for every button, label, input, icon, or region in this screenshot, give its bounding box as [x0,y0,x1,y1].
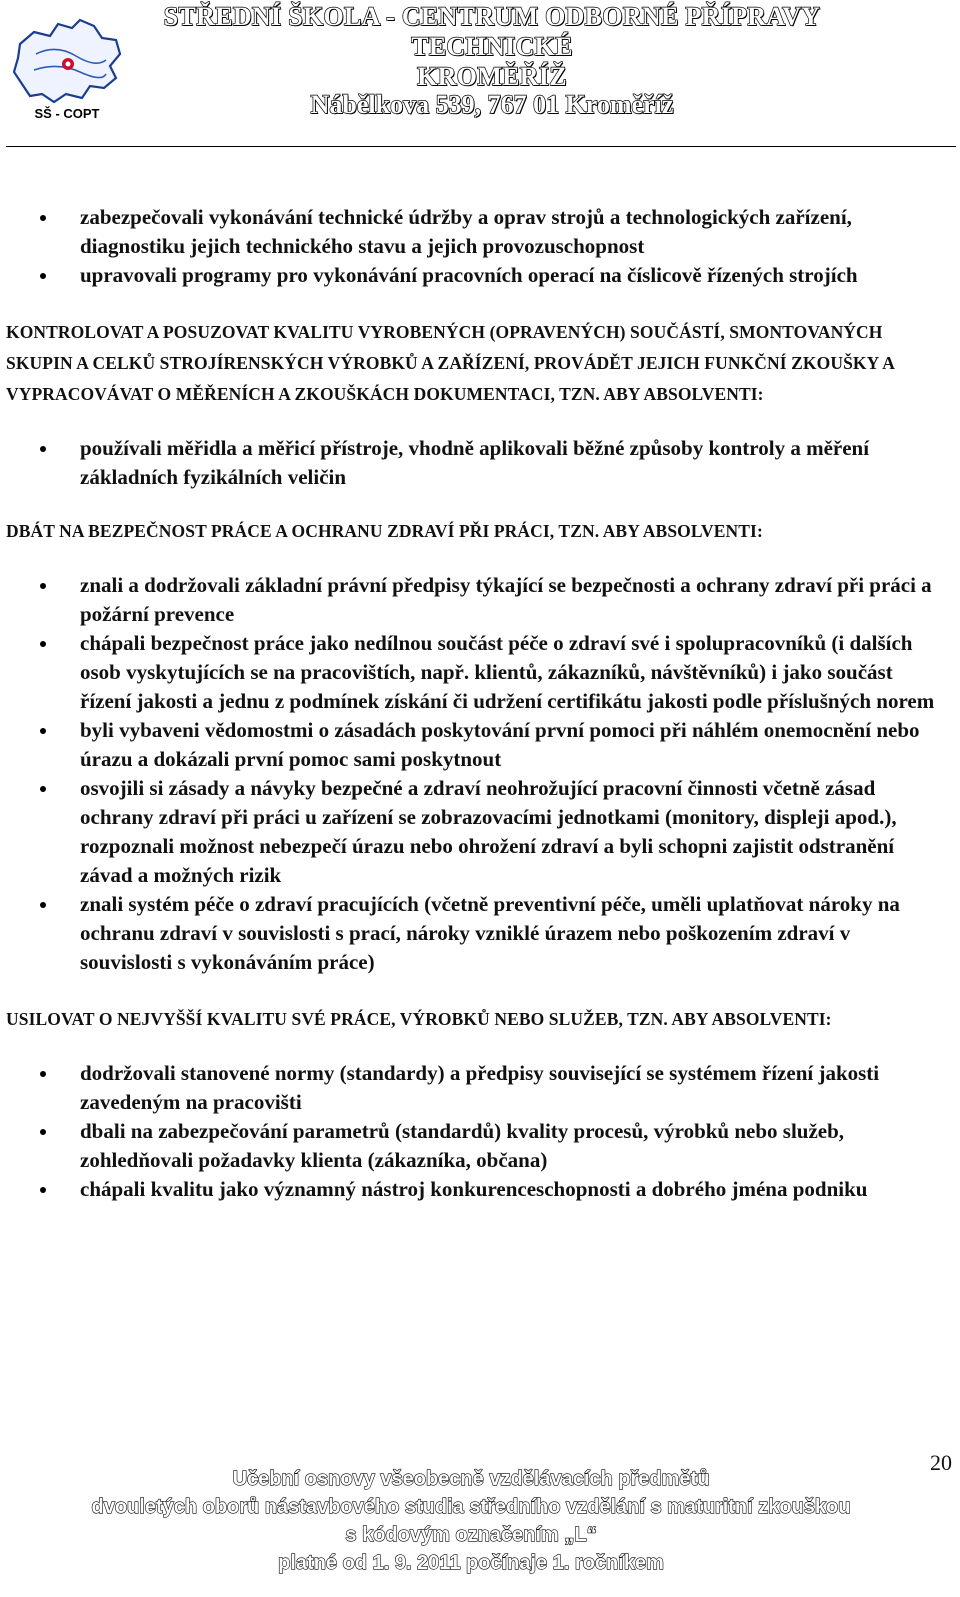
section4-list [6,1059,936,1204]
page-number: 20 [930,1450,952,1475]
footer-line4: platné od 1. 9. 2011 počínaje 1. ročníkem [278,1552,664,1574]
list-item: znali a dodržovali základní právní předpisy týkající se bezpečnosti a ochrany zdraví při práci a požární prevence [6,571,936,629]
school-name-line2: KROMĚŘÍŽ [417,62,567,91]
footer-line2: dvouletých oborů nástavbového studia středního vzdělání s maturitní zkouškou [91,1496,851,1518]
section2-heading: KONTROLOVAT A POSUZOVAT KVALITU VYROBENÝCH (OPRAVENÝCH) SOUČÁSTÍ, SMONTOVANÝCH SKUPIN A CELKŮ STROJÍRENSKÝCH VÝROBKŮ A ZAŘÍZENÍ, PROVÁDĚT JEJICH FUNKČNÍ ZKOUŠKY A VYPRACOVÁVAT O MĚŘENÍCH A ZKOUŠKÁCH DOKUMENTACI, TZN. ABY ABSOLVENTI: [6,322,894,404]
list-item: zabezpečovali vykonávání technické údržby a oprav strojů a technologických zařízení, diagnostiku jejich technického stavu a jejich provozuschopnost [6,203,936,261]
school-address: Nábělkova 539, 767 01 Kroměříž [310,90,674,119]
header-divider [6,146,956,147]
list-item: byli vybaveni vědomostmi o zásadách poskytování první pomoci při náhlém onemocnění nebo úrazu a dokázali první pomoc sami poskytnout [6,716,936,774]
logo-label: SŠ - COPT [34,106,100,121]
page-header [0,0,960,150]
section2-list [6,434,936,492]
list-item: chápali kvalitu jako významný nástroj konkurenceschopnosti a dobrého jména podniku [6,1175,936,1204]
section3-list [6,571,936,977]
list-item: chápali bezpečnost práce jako nedílnou součást péče o zdraví své i spolupracovníků (i dalších osob vyskytujících se na pracovištích, např. klientů, zákazníků, návštěvníků) i jako součást řízení jakosti a jednu z podmínek získání či udržení certifikátu jakosti podle příslušných norem [6,629,936,716]
list-item: dodržovali stanovené normy (standardy) a předpisy související se systémem řízení jakosti zavedeným na pracovišti [6,1059,936,1117]
school-name [82,2,902,92]
section1-list [6,203,936,290]
list-item: upravovali programy pro vykonávání pracovních operací na číslicově řízených strojích [6,261,936,290]
list-item: osvojili si zásady a návyky bezpečné a zdraví neohrožující pracovní činnosti včetně zásad ochrany zdraví při práci u zařízení se zobrazovacími jednotkami (monitory, displeji apod.), rozpoznali možnost nebezpečí úrazu nebo ohrožení zdraví a byli schopni zajistit odstranění závad a možných rizik [6,774,936,890]
list-item: dbali na zabezpečování parametrů (standardů) kvality procesů, výrobků nebo služeb, zohledňovali požadavky klienta (zákazníka, občana) [6,1117,936,1175]
footer-line1: Učební osnovy všeobecně vzdělávacích předmětů [232,1468,710,1490]
section3-heading: DBÁT NA BEZPEČNOST PRÁCE A OCHRANU ZDRAVÍ PŘI PRÁCI, TZN. ABY ABSOLVENTI: [6,521,763,541]
page-content [6,203,936,1204]
footer-line3: s kódovým označením „L“ [345,1524,597,1546]
list-item: používali měřidla a měřicí přístroje, vhodně aplikovali běžné způsoby kontroly a měření základních fyzikálních veličin [6,434,936,492]
list-item: znali systém péče o zdraví pracujících (včetně preventivní péče, uměli uplatňovat nároky na ochranu zdraví v souvislosti s prací, nároky vzniklé úrazem nebo poškozením zdraví v souvislosti s vykonáváním práce) [6,890,936,977]
school-name-line1: STŘEDNÍ ŠKOLA - CENTRUM ODBORNÉ PŘÍPRAVY TECHNICKÉ [163,2,821,61]
section4-heading: USILOVAT O NEJVYŠŠÍ KVALITU SVÉ PRÁCE, VÝROBKŮ NEBO SLUŽEB, TZN. ABY ABSOLVENTI: [6,1009,832,1029]
page-footer [6,1447,936,1597]
